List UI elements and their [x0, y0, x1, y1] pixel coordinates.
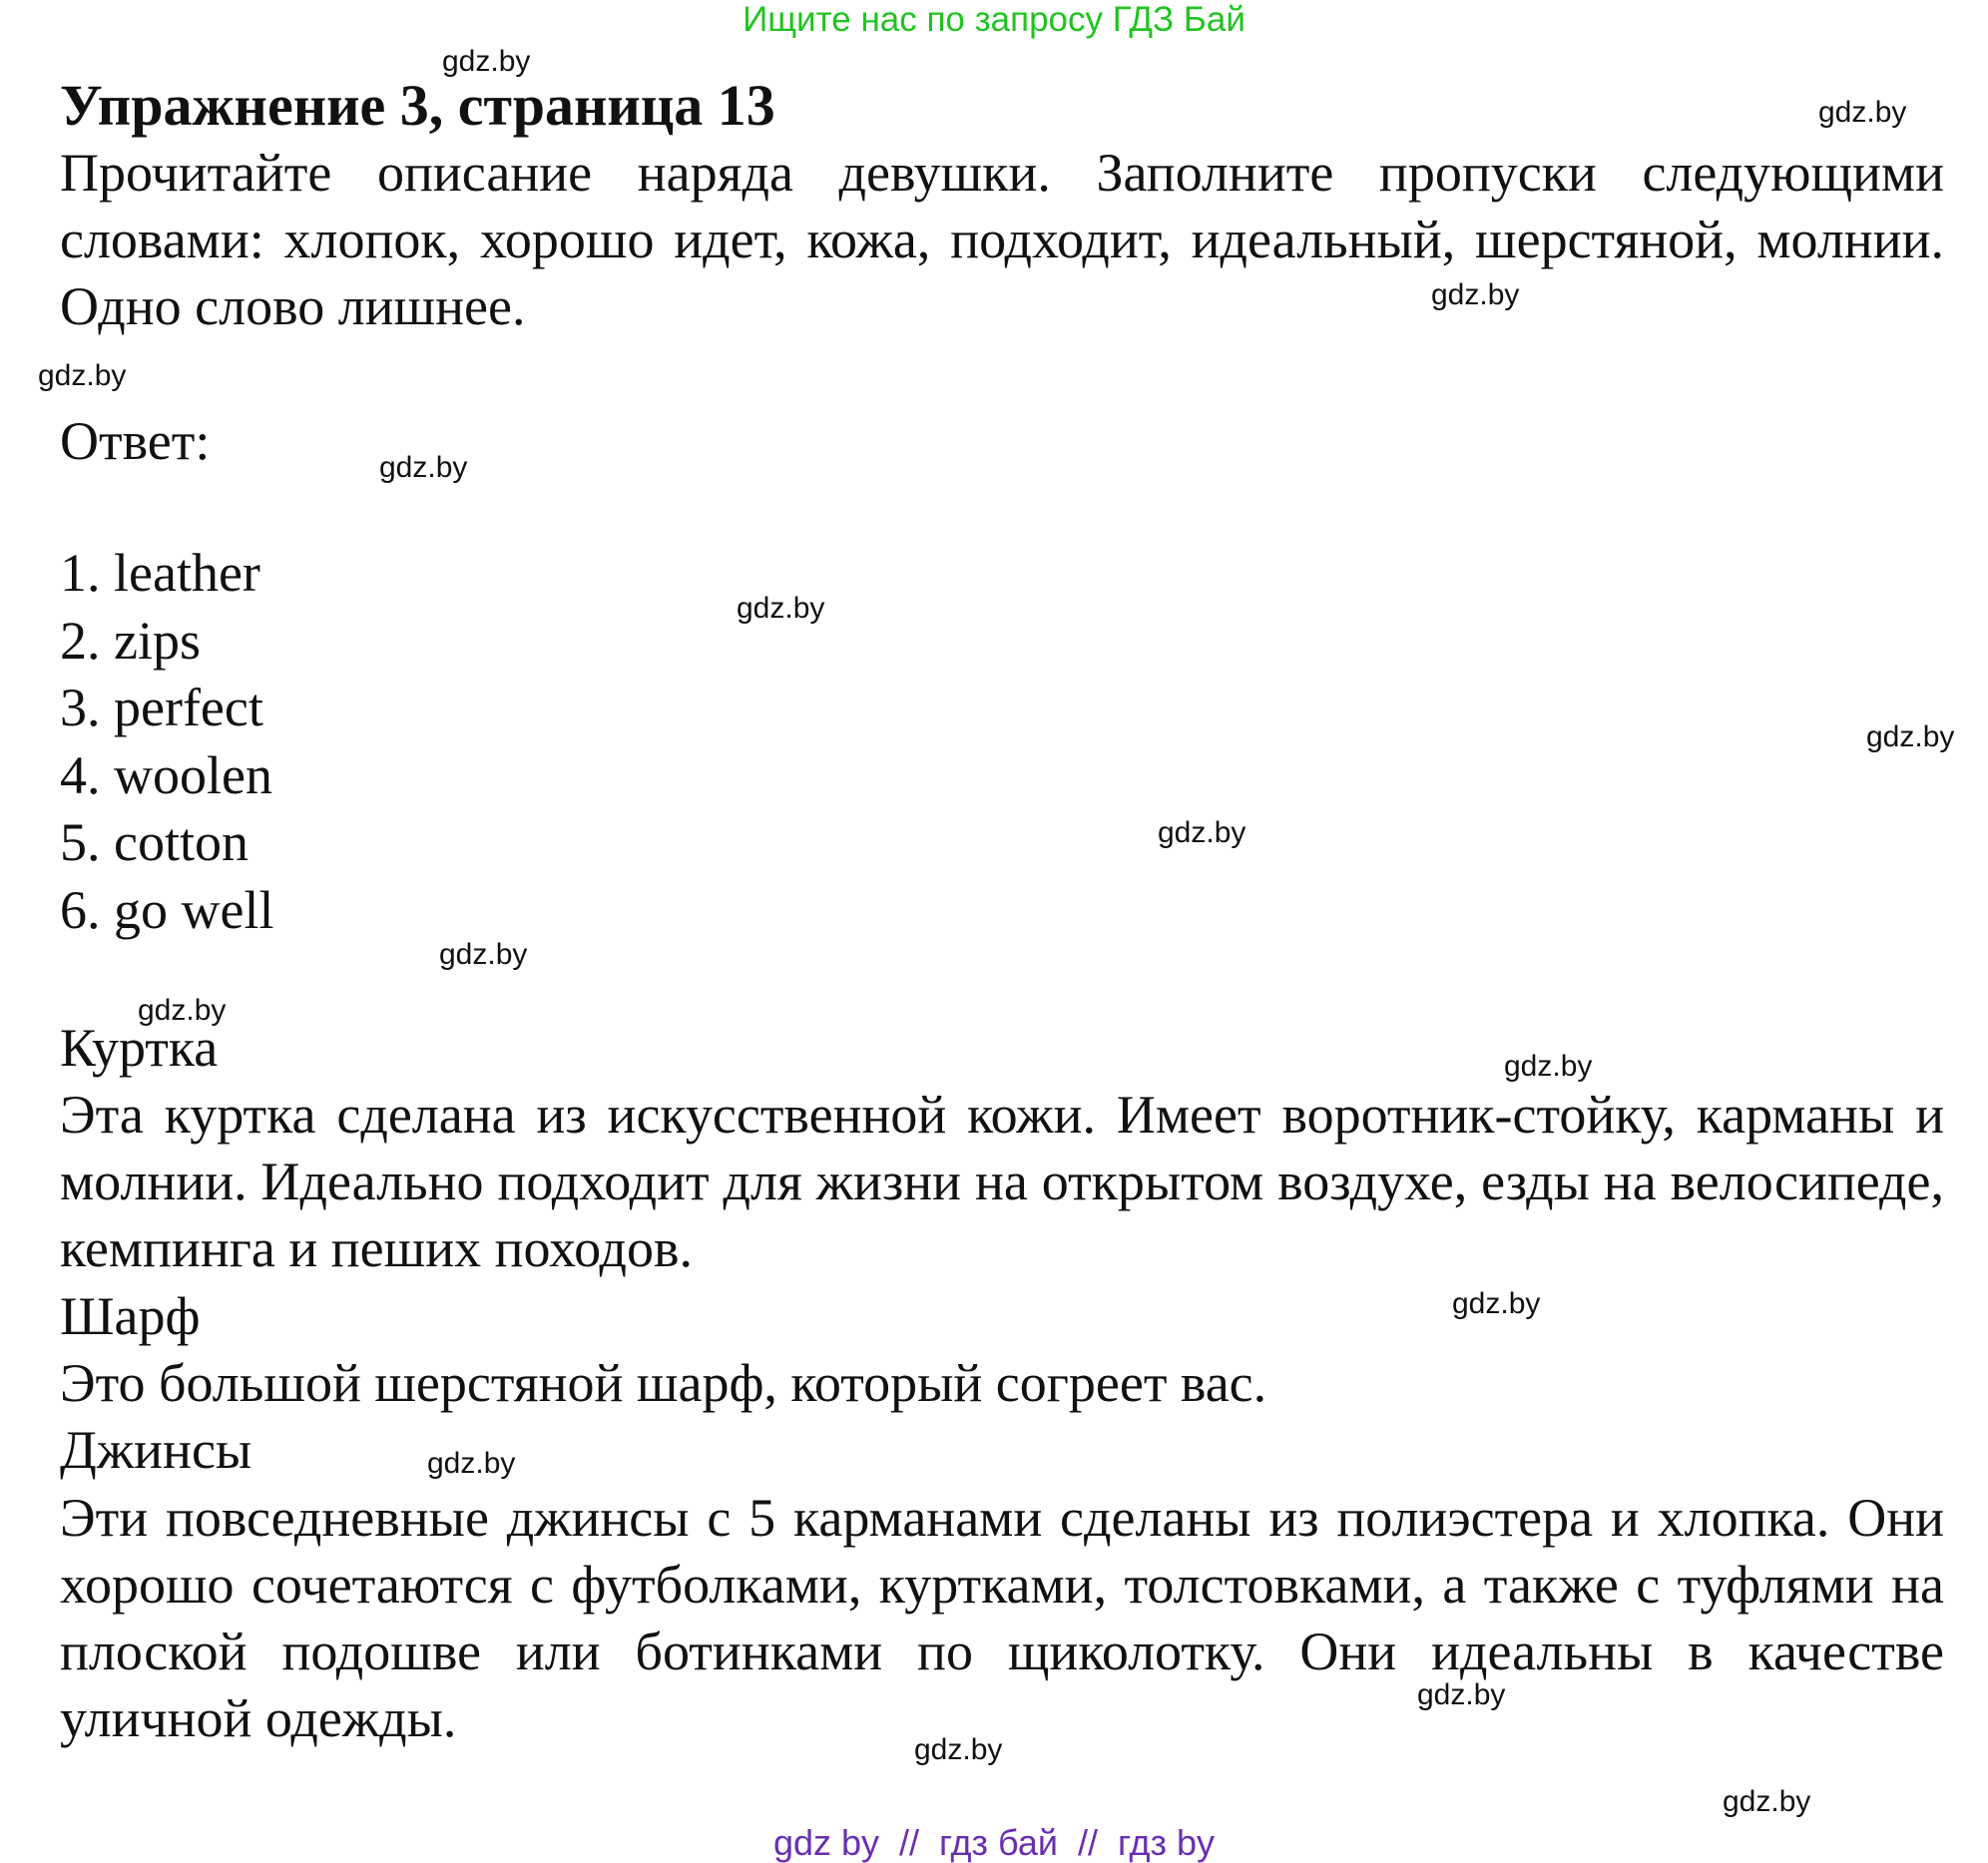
watermark: gdz.by: [914, 1733, 1003, 1766]
section-text-jacket: Эта куртка сделана из искусственной кожи. Имеет воротник-стойку, карманы и молнии. Идеально подходит для жизни на открытом воздухе, езды на велосипеде, кемпинга и пеших походов.: [60, 1085, 1944, 1278]
answer-item: 6. go well: [60, 879, 274, 940]
watermark: gdz.by: [1866, 720, 1955, 753]
exercise-instructions: Прочитайте описание наряда девушки. Заполните пропуски следующими словами: хлопок, хорошо идет, кожа, подходит, идеальный, шерстяной, молнии. Одно слово лишнее.: [60, 143, 1944, 336]
section-heading-jeans: Джинсы: [60, 1420, 252, 1480]
watermark: gdz.by: [1431, 278, 1520, 311]
footer-links: gdz by // гдз бай // гдз by: [772, 1822, 1216, 1863]
section-heading-jacket: Куртка: [60, 1018, 219, 1078]
section-heading-scarf: Шарф: [60, 1286, 201, 1346]
answer-item: 2. zips: [60, 610, 201, 671]
answer-item: 4. woolen: [60, 744, 272, 805]
watermark: gdz.by: [442, 45, 531, 78]
watermark: gdz.by: [38, 359, 127, 392]
answer-item: 1. leather: [60, 543, 260, 603]
section-text-scarf: Это большой шерстяной шарф, который согреет вас.: [60, 1353, 1267, 1413]
watermark: gdz.by: [439, 938, 528, 971]
answer-list: [60, 540, 273, 944]
section-text-jeans: Эти повседневные джинсы с 5 карманами сделаны из полиэстера и хлопка. Они хорошо сочетаются с футболками, куртками, толстовками, а также с туфлями на плоской подошве или ботинками по щиколотку. Они идеальны в качестве уличной одежды.: [60, 1488, 1944, 1748]
watermark: gdz.by: [427, 1447, 516, 1480]
watermark: gdz.by: [138, 994, 227, 1027]
watermark: gdz.by: [1158, 816, 1246, 849]
answer-item: 5. cotton: [60, 812, 248, 872]
watermark: gdz.by: [1417, 1678, 1506, 1711]
watermark: gdz.by: [1723, 1785, 1811, 1818]
watermark: gdz.by: [1452, 1287, 1541, 1320]
answer-label: Ответ:: [60, 411, 211, 471]
search-banner: Ищите нас по запросу ГДЗ Бай: [743, 0, 1245, 39]
watermark: gdz.by: [737, 592, 825, 625]
exercise-title: Упражнение 3, страница 13: [60, 73, 775, 138]
watermark: gdz.by: [1818, 96, 1907, 129]
watermark: gdz.by: [1504, 1050, 1593, 1083]
answer-item: 3. perfect: [60, 678, 263, 737]
watermark: gdz.by: [379, 451, 468, 484]
